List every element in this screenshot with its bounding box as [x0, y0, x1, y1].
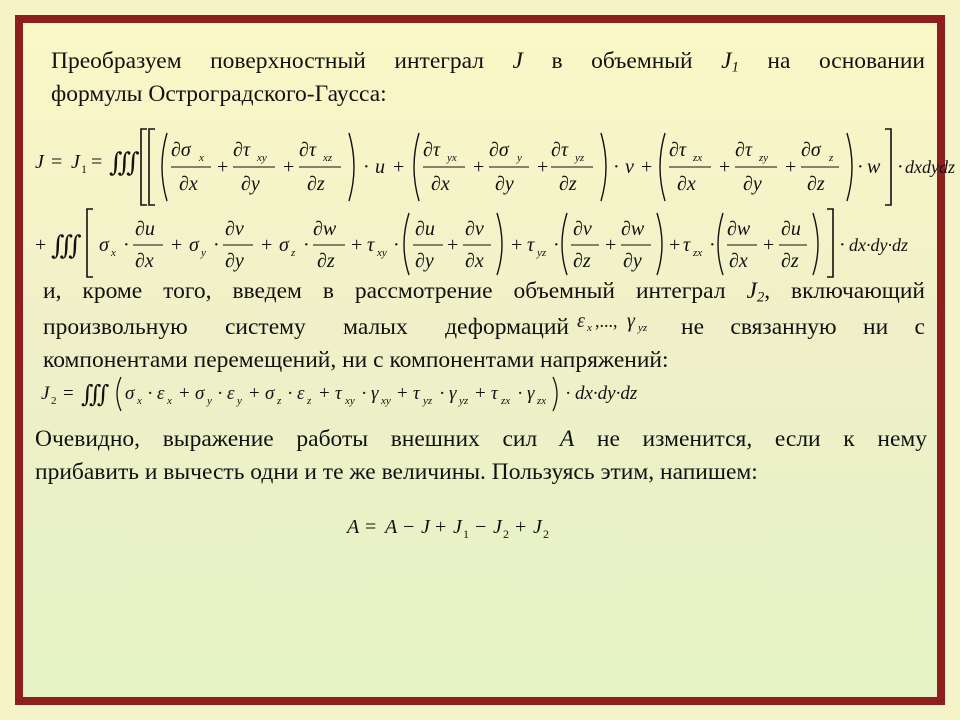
svg-text:yz: yz — [423, 395, 433, 407]
paragraph-additional-line-3: компонентами перемещений, ни с компонентами напряжений: — [43, 347, 669, 373]
svg-text:w: w — [867, 156, 881, 178]
strain-symbols-svg — [575, 308, 675, 334]
text-segment: в объемный — [522, 48, 722, 74]
text-segment: на основании — [738, 48, 925, 74]
svg-text:∂z: ∂z — [807, 173, 825, 195]
svg-text:x: x — [199, 152, 204, 164]
svg-text:∂σ: ∂σ — [801, 139, 821, 161]
svg-text:∂y: ∂y — [495, 173, 514, 195]
svg-text:xy: xy — [257, 152, 267, 164]
svg-text:γ: γ — [627, 310, 635, 332]
svg-text:z: z — [277, 395, 282, 407]
svg-text:∂τ: ∂τ — [735, 139, 753, 161]
svg-text:·: · — [857, 156, 864, 178]
subscript: 1 — [731, 59, 739, 76]
svg-text:∂τ: ∂τ — [423, 139, 441, 161]
svg-text:σ: σ — [195, 383, 205, 404]
svg-text:∂z: ∂z — [573, 250, 591, 272]
svg-text:∂y: ∂y — [415, 250, 434, 272]
svg-text:yz: yz — [459, 395, 469, 407]
svg-text:=: = — [91, 151, 103, 173]
text-segment: и, кроме того, введем в рассмотрение объемный интеграл — [43, 278, 747, 304]
svg-text:+: + — [217, 156, 229, 178]
subscript: 2 — [756, 289, 765, 306]
svg-text:σ: σ — [265, 383, 275, 404]
svg-text:σ: σ — [125, 383, 135, 404]
svg-text:dx·dy·dz: dx·dy·dz — [575, 383, 638, 404]
svg-text:+: + — [605, 234, 617, 256]
svg-text:u: u — [375, 156, 385, 178]
svg-text:J: J — [421, 516, 430, 538]
svg-text:·: · — [147, 383, 154, 404]
formula-j2-integral — [35, 369, 775, 415]
svg-text:+: + — [447, 234, 459, 256]
text-segment: произвольную систему малых деформаций — [43, 314, 569, 340]
svg-text:A: A — [347, 516, 360, 538]
svg-text:∂x: ∂x — [431, 173, 450, 195]
paragraph-additional-line-1 — [43, 275, 925, 308]
svg-text:·: · — [217, 383, 224, 404]
svg-text:∂τ: ∂τ — [299, 139, 317, 161]
svg-text:∂x: ∂x — [179, 173, 198, 195]
svg-text:2: 2 — [503, 527, 509, 541]
paragraph-intro-line-2: формулы Остроградского-Гаусса: — [51, 81, 387, 107]
svg-text:γ: γ — [449, 383, 457, 404]
svg-text:·: · — [393, 234, 400, 256]
svg-text:+: + — [669, 234, 681, 256]
svg-text:∂y: ∂y — [225, 250, 244, 272]
paragraph-conclusion-line-2: прибавить и вычесть одни и те же величины. Пользуясь этим, напишем: — [35, 459, 758, 485]
svg-text:∭: ∭ — [51, 231, 82, 260]
svg-text:·: · — [517, 383, 524, 404]
svg-text:∂σ: ∂σ — [171, 139, 191, 161]
symbol-a: A — [559, 426, 575, 452]
svg-text:∂u: ∂u — [415, 218, 435, 240]
svg-text:+: + — [473, 156, 485, 178]
paragraph-additional-line-2 — [43, 308, 925, 344]
svg-text:τ: τ — [367, 234, 375, 256]
svg-text:J: J — [41, 383, 50, 404]
svg-text:+: + — [171, 234, 183, 256]
svg-text:xy: xy — [345, 395, 355, 407]
svg-text:J: J — [533, 516, 542, 538]
formula-gauss-svg — [29, 111, 955, 283]
svg-text:zx: zx — [501, 395, 511, 407]
symbol-j: J — [512, 48, 523, 74]
svg-text:∂x: ∂x — [677, 173, 696, 195]
svg-text:dx·dy·dz: dx·dy·dz — [849, 235, 908, 255]
svg-text:∭: ∭ — [81, 382, 110, 408]
svg-text:+: + — [261, 234, 273, 256]
svg-text:∂z: ∂z — [307, 173, 325, 195]
svg-text:∂τ: ∂τ — [551, 139, 569, 161]
svg-text:ε: ε — [297, 383, 305, 404]
svg-text:∂u: ∂u — [135, 218, 155, 240]
svg-text:σ: σ — [189, 234, 199, 256]
svg-text:y: y — [237, 395, 242, 407]
svg-text:y: y — [201, 247, 206, 259]
svg-text:σ: σ — [279, 234, 289, 256]
svg-text:+: + — [537, 156, 549, 178]
strain-symbols — [575, 308, 675, 332]
svg-text:−: − — [403, 516, 415, 538]
svg-text:∂z: ∂z — [781, 250, 799, 272]
svg-text:+: + — [511, 234, 523, 256]
svg-text:zx: zx — [693, 152, 703, 164]
paragraph-intro-line-1 — [51, 45, 925, 78]
svg-text:∂y: ∂y — [623, 250, 642, 272]
svg-text:·: · — [553, 234, 560, 256]
svg-text:·: · — [361, 383, 368, 404]
symbol-j2: J — [746, 278, 757, 304]
paragraph-conclusion-line-1 — [35, 423, 927, 456]
svg-text:z: z — [291, 247, 296, 259]
svg-text:J: J — [71, 151, 80, 173]
svg-text:y: y — [207, 395, 212, 407]
text-segment: не изменится, если к нему — [574, 426, 927, 452]
svg-text:+: + — [249, 383, 260, 404]
svg-text:=: = — [63, 383, 74, 404]
svg-text:∂y: ∂y — [241, 173, 260, 195]
svg-text:·: · — [123, 234, 130, 256]
svg-text:dxdydz: dxdydz — [905, 157, 955, 177]
svg-text:ε: ε — [157, 383, 165, 404]
svg-text:τ: τ — [527, 234, 535, 256]
svg-text:∂z: ∂z — [317, 250, 335, 272]
svg-text:γ: γ — [527, 383, 535, 404]
svg-text:τ: τ — [683, 234, 691, 256]
svg-text:zx: zx — [537, 395, 547, 407]
svg-text:τ: τ — [491, 383, 498, 404]
svg-text:+: + — [319, 383, 330, 404]
svg-text:+: + — [393, 156, 405, 178]
svg-text:·: · — [839, 234, 846, 256]
svg-text:∂x: ∂x — [465, 250, 484, 272]
svg-text:+: + — [283, 156, 295, 178]
svg-text:∂τ: ∂τ — [669, 139, 687, 161]
svg-text:∂τ: ∂τ — [233, 139, 251, 161]
svg-text:J: J — [453, 516, 462, 538]
svg-text:+: + — [785, 156, 797, 178]
svg-text:x: x — [111, 247, 116, 259]
svg-text:A: A — [385, 516, 398, 538]
svg-text:=: = — [365, 516, 377, 538]
svg-text:·: · — [363, 156, 370, 178]
svg-text:σ: σ — [99, 234, 109, 256]
svg-text:−: − — [475, 516, 487, 538]
svg-text:+: + — [351, 234, 363, 256]
svg-text:zx: zx — [693, 247, 703, 259]
svg-text:J: J — [493, 516, 502, 538]
svg-text:·: · — [565, 383, 572, 404]
svg-text:·: · — [897, 156, 904, 178]
svg-text:zy: zy — [759, 152, 769, 164]
svg-text:∂x: ∂x — [135, 250, 154, 272]
paragraph-additional-integral — [43, 275, 925, 377]
svg-text:xy: xy — [381, 395, 391, 407]
svg-text:z: z — [829, 152, 834, 164]
svg-text:+: + — [35, 234, 47, 256]
svg-text:+: + — [475, 383, 486, 404]
svg-text:∂v: ∂v — [225, 218, 244, 240]
formula-final-equation — [343, 505, 603, 545]
svg-text:+: + — [515, 516, 527, 538]
text-segment: не связанную ни с — [681, 314, 925, 340]
svg-text:yz: yz — [575, 152, 585, 164]
svg-text:·: · — [213, 234, 220, 256]
svg-text:x: x — [167, 395, 172, 407]
svg-text:+: + — [641, 156, 653, 178]
svg-text:z: z — [307, 395, 312, 407]
svg-text:=: = — [51, 151, 63, 173]
svg-text:∂x: ∂x — [729, 250, 748, 272]
formula-j2-svg — [35, 369, 775, 415]
svg-text:∂v: ∂v — [573, 218, 592, 240]
svg-text:xy: xy — [377, 247, 387, 259]
svg-text:x: x — [587, 322, 592, 334]
paragraph-intro — [51, 45, 925, 111]
svg-text:∭: ∭ — [109, 148, 140, 177]
text-segment: Преобразуем поверхностный интеграл — [51, 48, 513, 74]
svg-text:,...,: ,..., — [595, 311, 618, 331]
svg-text:∂w: ∂w — [621, 218, 645, 240]
svg-text:+: + — [435, 516, 447, 538]
symbol-j1: J — [721, 48, 732, 74]
formula-final-svg — [343, 505, 603, 545]
svg-text:·: · — [439, 383, 446, 404]
svg-text:τ: τ — [335, 383, 342, 404]
paragraph-conclusion — [35, 423, 927, 489]
svg-text:ε: ε — [227, 383, 235, 404]
svg-text:+: + — [179, 383, 190, 404]
svg-text:·: · — [287, 383, 294, 404]
svg-text:+: + — [397, 383, 408, 404]
svg-text:+: + — [719, 156, 731, 178]
svg-text:·: · — [709, 234, 716, 256]
formula-gauss-volume-integral — [29, 111, 955, 283]
svg-text:·: · — [303, 234, 310, 256]
slide-frame — [15, 15, 955, 705]
svg-text:∂w: ∂w — [727, 218, 751, 240]
svg-text:1: 1 — [463, 527, 469, 541]
svg-text:v: v — [625, 156, 634, 178]
svg-text:+: + — [763, 234, 775, 256]
svg-text:ε: ε — [577, 310, 585, 332]
svg-text:xz: xz — [323, 152, 333, 164]
text-segment: Очевидно, выражение работы внешних сил — [35, 426, 560, 452]
svg-text:∂z: ∂z — [559, 173, 577, 195]
svg-text:2: 2 — [51, 395, 57, 407]
svg-text:y: y — [517, 152, 522, 164]
svg-text:∂w: ∂w — [313, 218, 337, 240]
svg-text:∂v: ∂v — [465, 218, 484, 240]
svg-text:γ: γ — [371, 383, 379, 404]
svg-text:1: 1 — [81, 162, 87, 176]
svg-text:∂u: ∂u — [781, 218, 801, 240]
svg-text:∂y: ∂y — [743, 173, 762, 195]
svg-text:·: · — [613, 156, 620, 178]
text-segment: , включающий — [764, 278, 925, 304]
svg-text:x: x — [137, 395, 142, 407]
svg-text:τ: τ — [413, 383, 420, 404]
svg-text:J: J — [35, 151, 44, 173]
svg-text:yx: yx — [447, 152, 457, 164]
svg-text:2: 2 — [543, 527, 549, 541]
svg-text:yz: yz — [638, 322, 648, 334]
svg-text:yz: yz — [537, 247, 547, 259]
svg-text:∂σ: ∂σ — [489, 139, 509, 161]
